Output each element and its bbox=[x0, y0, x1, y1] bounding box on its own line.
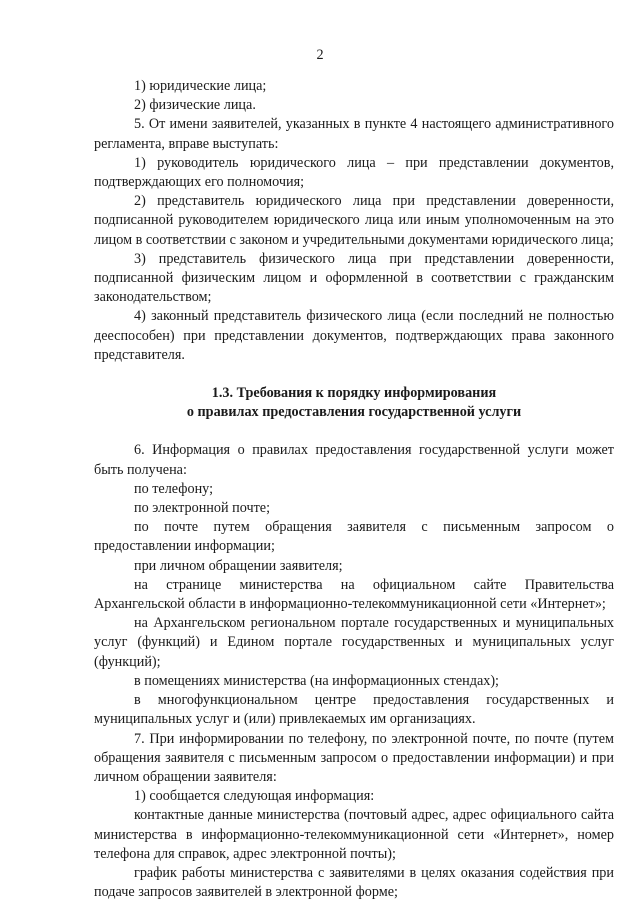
list-item: 1) сообщается следующая информация: bbox=[134, 788, 375, 805]
list-item: в помещениях министерства (на информационных стендах); bbox=[134, 672, 499, 689]
paragraph: 3) представитель физического лица при представлении доверенности, подписанной физическим лицом и оформленной в соответствии с гражданским законодательством; bbox=[94, 250, 614, 306]
list-item: по почте путем обращения заявителя с письменным запросом о предоставлении информации; bbox=[94, 519, 614, 555]
paragraph: 2) физические лица. bbox=[134, 97, 256, 114]
section-heading-line2: о правилах предоставления государственной услуги bbox=[186, 404, 522, 421]
list-item: на Архангельском региональном портале государственных и муниципальных услуг (функций) и Едином портале государственных и муниципальных услуг (функций); bbox=[94, 615, 614, 670]
paragraph: 6. Информация о правилах предоставления государственной услуги может быть получена: bbox=[94, 442, 614, 478]
paragraph: 4) законный представитель физического лица (если последний не полностью дееспособен) при представлении документов, подтверждающих права законного представителя. bbox=[94, 308, 614, 363]
document-body bbox=[94, 77, 614, 902]
list-item: в многофункциональном центре предоставления государственных и муниципальных услуг и (или) привлекаемых им организациях. bbox=[94, 692, 614, 728]
list-item: по электронной почте; bbox=[134, 500, 271, 517]
page-number: 2 bbox=[316, 47, 324, 63]
list-item: по телефону; bbox=[134, 480, 214, 497]
paragraph: 7. При информировании по телефону, по электронной почте, по почте (путем обращения заявителя с письменным запросом о предоставлении информации) и при личном обращении заявителя: bbox=[94, 730, 614, 785]
paragraph: 2) представитель юридического лица при представлении доверенности, подписанной руководителем юридического лица или иным уполномоченным на это лицом в соответствии с законом и учредительными документами юридического лица; bbox=[94, 193, 614, 248]
list-item: контактные данные министерства (почтовый адрес, адрес официального сайта министерства в информационно-телекоммуникационной сети «Интернет», номер телефона для справок, адрес электронной почты); bbox=[94, 807, 614, 862]
section-heading-line1: 1.3. Требования к порядку информирования bbox=[211, 385, 497, 402]
list-item: график работы министерства с заявителями в целях оказания содействия при подаче запросов заявителей в электронной форме; bbox=[94, 864, 614, 901]
list-item: при личном обращении заявителя; bbox=[134, 557, 343, 574]
paragraph: 1) руководитель юридического лица – при представлении документов, подтверждающих его полномочия; bbox=[94, 154, 614, 191]
paragraph: 1) юридические лица; bbox=[134, 78, 267, 94]
list-item: на странице министерства на официальном сайте Правительства Архангельской области в информационно-телекоммуникационной сети «Интернет»; bbox=[94, 576, 614, 613]
paragraph: 5. От имени заявителей, указанных в пункте 4 настоящего административного регламента, вправе выступать: bbox=[94, 116, 614, 152]
